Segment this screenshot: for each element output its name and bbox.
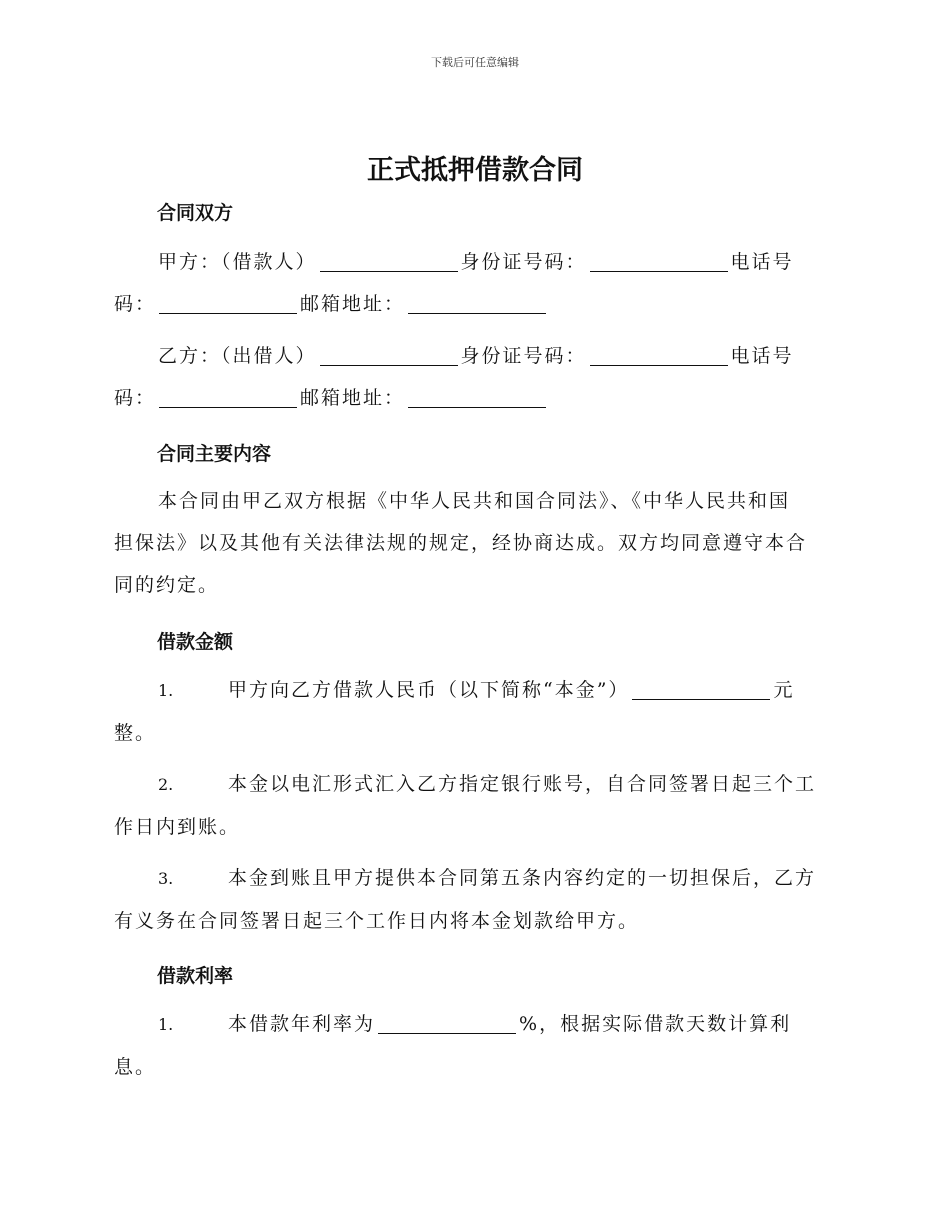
list-number: 2. — [158, 775, 174, 794]
loan-amount-item-1 — [114, 669, 834, 754]
party-a-id-label: 身份证号码： — [460, 251, 587, 273]
party-b-paragraph — [114, 335, 834, 419]
party-b-id-blank[interactable] — [590, 345, 728, 366]
main-content-line-1: 本合同由甲乙双方根据《中华人民共和国合同法》、《中华人民共和国 — [158, 490, 791, 512]
main-content-line-2: 担保法》以及其他有关法律法规的规定，经协商达成。双方均同意遵守本合 — [114, 532, 808, 554]
party-b-phone-label-2: 码： — [114, 387, 157, 409]
party-a-email-label: 邮箱地址： — [300, 293, 406, 315]
loan-amount-item-3-text: 本金到账且甲方提供本合同第五条内容约定的一切担保后，乙方 — [228, 867, 817, 889]
loan-amount-item-1-text-a: 甲方向乙方借款人民币（以下简称“本金”） — [228, 679, 630, 701]
loan-amount-item-2-line-1 — [114, 763, 834, 806]
loan-amount-item-3-line-1 — [114, 857, 834, 900]
loan-amount-item-3 — [114, 857, 834, 942]
party-a-id-blank[interactable] — [590, 251, 728, 272]
loan-amount-item-2-text: 本金以电汇形式汇入乙方指定银行账号，自合同签署日起三个工 — [228, 773, 817, 795]
loan-amount-item-3-line-2: 有义务在合同签署日起三个工作日内将本金划款给甲方。 — [114, 910, 640, 932]
party-b-id-label: 身份证号码： — [460, 345, 587, 367]
interest-rate-item-1-line-1 — [114, 1003, 834, 1046]
party-a-phone-label-1: 电话号 — [730, 251, 794, 273]
loan-amount-item-1-text-b: 元 — [773, 679, 795, 701]
party-b-line-2 — [114, 377, 834, 419]
annual-rate-blank[interactable] — [378, 1013, 516, 1034]
interest-rate-item-1-text-b: %，根据实际借款天数计算利 — [519, 1013, 792, 1035]
interest-rate-item-1-text-a: 本借款年利率为 — [228, 1013, 376, 1035]
list-number: 1. — [158, 681, 174, 700]
section-heading-interest-rate: 借款利率 — [157, 965, 234, 987]
list-number: 3. — [158, 869, 174, 888]
interest-rate-item-1-line-2: 息。 — [114, 1056, 157, 1078]
party-b-label: 乙方：（出借人） — [158, 345, 317, 367]
loan-principal-blank[interactable] — [632, 679, 770, 700]
party-a-phone-label-2: 码： — [114, 293, 157, 315]
main-content-paragraph — [114, 480, 834, 606]
list-number: 1. — [158, 1015, 174, 1034]
party-b-line-1 — [114, 335, 834, 377]
party-b-phone-blank[interactable] — [159, 387, 297, 408]
party-a-email-blank[interactable] — [408, 293, 546, 314]
loan-amount-item-1-line-2: 整。 — [114, 722, 157, 744]
party-b-phone-label-1: 电话号 — [730, 345, 794, 367]
section-heading-loan-amount: 借款金额 — [157, 631, 234, 653]
party-b-name-blank[interactable] — [320, 345, 458, 366]
party-a-line-1 — [114, 241, 834, 283]
party-a-line-2 — [114, 283, 834, 325]
section-heading-parties: 合同双方 — [157, 202, 234, 224]
party-b-email-blank[interactable] — [408, 387, 546, 408]
interest-rate-item-1 — [114, 1003, 834, 1088]
party-a-paragraph — [114, 241, 834, 325]
loan-amount-item-1-line-1 — [114, 669, 834, 712]
loan-amount-item-2-line-2: 作日内到账。 — [114, 816, 241, 838]
main-content-line-3: 同的约定。 — [114, 574, 220, 596]
loan-amount-item-2 — [114, 763, 834, 848]
header-note: 下载后可任意编辑 — [431, 56, 519, 69]
section-heading-main-content: 合同主要内容 — [157, 443, 272, 465]
party-a-label: 甲方：（借款人） — [158, 251, 317, 273]
party-a-name-blank[interactable] — [320, 251, 458, 272]
document-title: 正式抵押借款合同 — [367, 155, 583, 186]
party-b-email-label: 邮箱地址： — [300, 387, 406, 409]
party-a-phone-blank[interactable] — [159, 293, 297, 314]
